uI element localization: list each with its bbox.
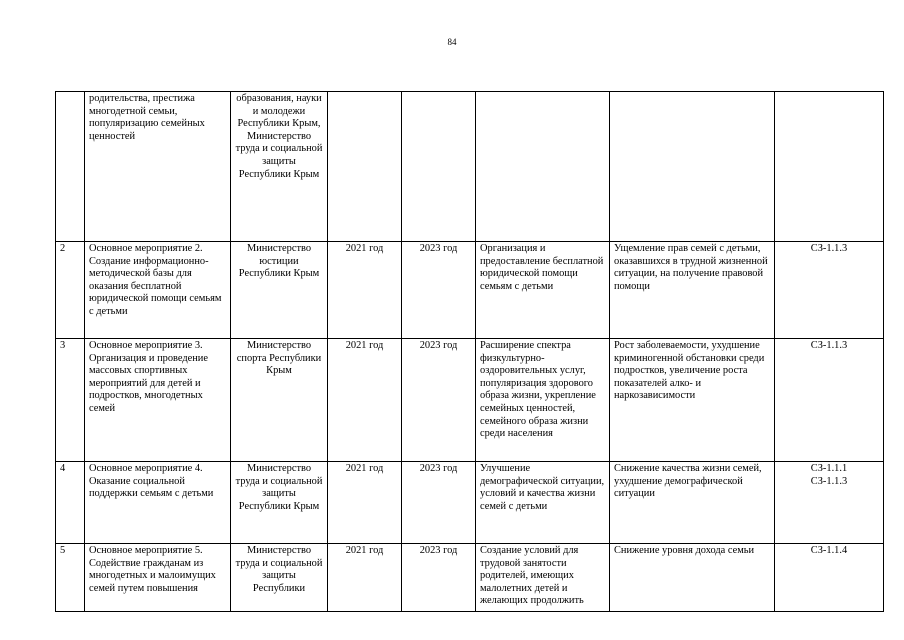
start-year-cell: [328, 92, 402, 242]
indicator-code: СЗ-1.1.1: [810, 463, 848, 474]
indicator-code-cell: [775, 92, 884, 242]
table-row: [56, 544, 884, 612]
row-number-cell: 4: [56, 462, 85, 544]
measure-name-cell: Основное мероприятие 2. Создание информационно-методической базы для оказания бесплатной юридической помощи семьям с детьми: [85, 242, 231, 339]
start-year-cell: 2021 год: [328, 339, 402, 462]
table-row: [56, 92, 884, 242]
indicator-code-cell: [775, 242, 884, 339]
start-year-cell: 2021 год: [328, 242, 402, 339]
indicator-code-cell: [775, 462, 884, 544]
executor-cell: Министерство труда и социальной защиты Республики Крым: [231, 462, 328, 544]
executor-cell: образования, науки и молодежи Республики Крым, Министерство труда и социальной защиты Республики Крым: [231, 92, 328, 242]
indicator-code: СЗ-1.1.3: [810, 475, 848, 487]
measure-name-cell: Основное мероприятие 4. Оказание социальной поддержки семьям с детьми: [85, 462, 231, 544]
table-row: [56, 242, 884, 339]
end-year-cell: 2023 год: [402, 462, 476, 544]
indicator-code-cell: [775, 339, 884, 462]
end-year-cell: 2023 год: [402, 242, 476, 339]
start-year-cell: 2021 год: [328, 462, 402, 544]
indicator-code-cell: [775, 544, 884, 612]
row-number-cell: 5: [56, 544, 85, 612]
executor-cell: Министерство юстиции Республики Крым: [231, 242, 328, 339]
indicator-code: СЗ-1.1.3: [810, 340, 848, 351]
consequence-cell: Ущемление прав семей с детьми, оказавшихся в трудной жизненной ситуации, на получение правовой помощи: [610, 242, 775, 339]
row-number-cell: 2: [56, 242, 85, 339]
end-year-cell: 2023 год: [402, 339, 476, 462]
end-year-cell: 2023 год: [402, 544, 476, 612]
executor-cell: Министерство труда и социальной защиты Республики: [231, 544, 328, 612]
consequence-cell: [610, 92, 775, 242]
expected-result-cell: [476, 92, 610, 242]
expected-result-cell: Улучшение демографической ситуации, условий и качества жизни семей с детьми: [476, 462, 610, 544]
executor-cell: Министерство спорта Республики Крым: [231, 339, 328, 462]
measure-name-cell: Основное мероприятие 3. Организация и проведение массовых спортивных мероприятий для детей и подростков, многодетных семей: [85, 339, 231, 462]
indicator-code: СЗ-1.1.3: [810, 243, 848, 254]
indicator-code: СЗ-1.1.4: [810, 545, 848, 556]
expected-result-cell: Организация и предоставление бесплатной юридической помощи семьям с детьми: [476, 242, 610, 339]
table-row: [56, 339, 884, 462]
table-row: [56, 462, 884, 544]
measure-name-cell: родительства, престижа многодетной семьи, популяризацию семейных ценностей: [85, 92, 231, 242]
expected-result-cell: Создание условий для трудовой занятости родителей, имеющих малолетних детей и желающих продолжить: [476, 544, 610, 612]
start-year-cell: 2021 год: [328, 544, 402, 612]
consequence-cell: Рост заболеваемости, ухудшение криминогенной обстановки среди подростков, увеличение роста показателей алко- и наркозависимости: [610, 339, 775, 462]
consequence-cell: Снижение качества жизни семей, ухудшение демографической ситуации: [610, 462, 775, 544]
consequence-cell: Снижение уровня дохода семьи: [610, 544, 775, 612]
row-number-cell: 3: [56, 339, 85, 462]
end-year-cell: [402, 92, 476, 242]
measures-table: [55, 91, 884, 612]
row-number-cell: [56, 92, 85, 242]
page-number: 84: [447, 37, 457, 47]
expected-result-cell: Расширение спектра физкультурно-оздоровительных услуг, популяризация здорового образа жизни, укрепление семейных ценностей, семейного образа жизни среди населения: [476, 339, 610, 462]
measure-name-cell: Основное мероприятие 5. Содействие гражданам из многодетных и малоимущих семей путем повышения: [85, 544, 231, 612]
